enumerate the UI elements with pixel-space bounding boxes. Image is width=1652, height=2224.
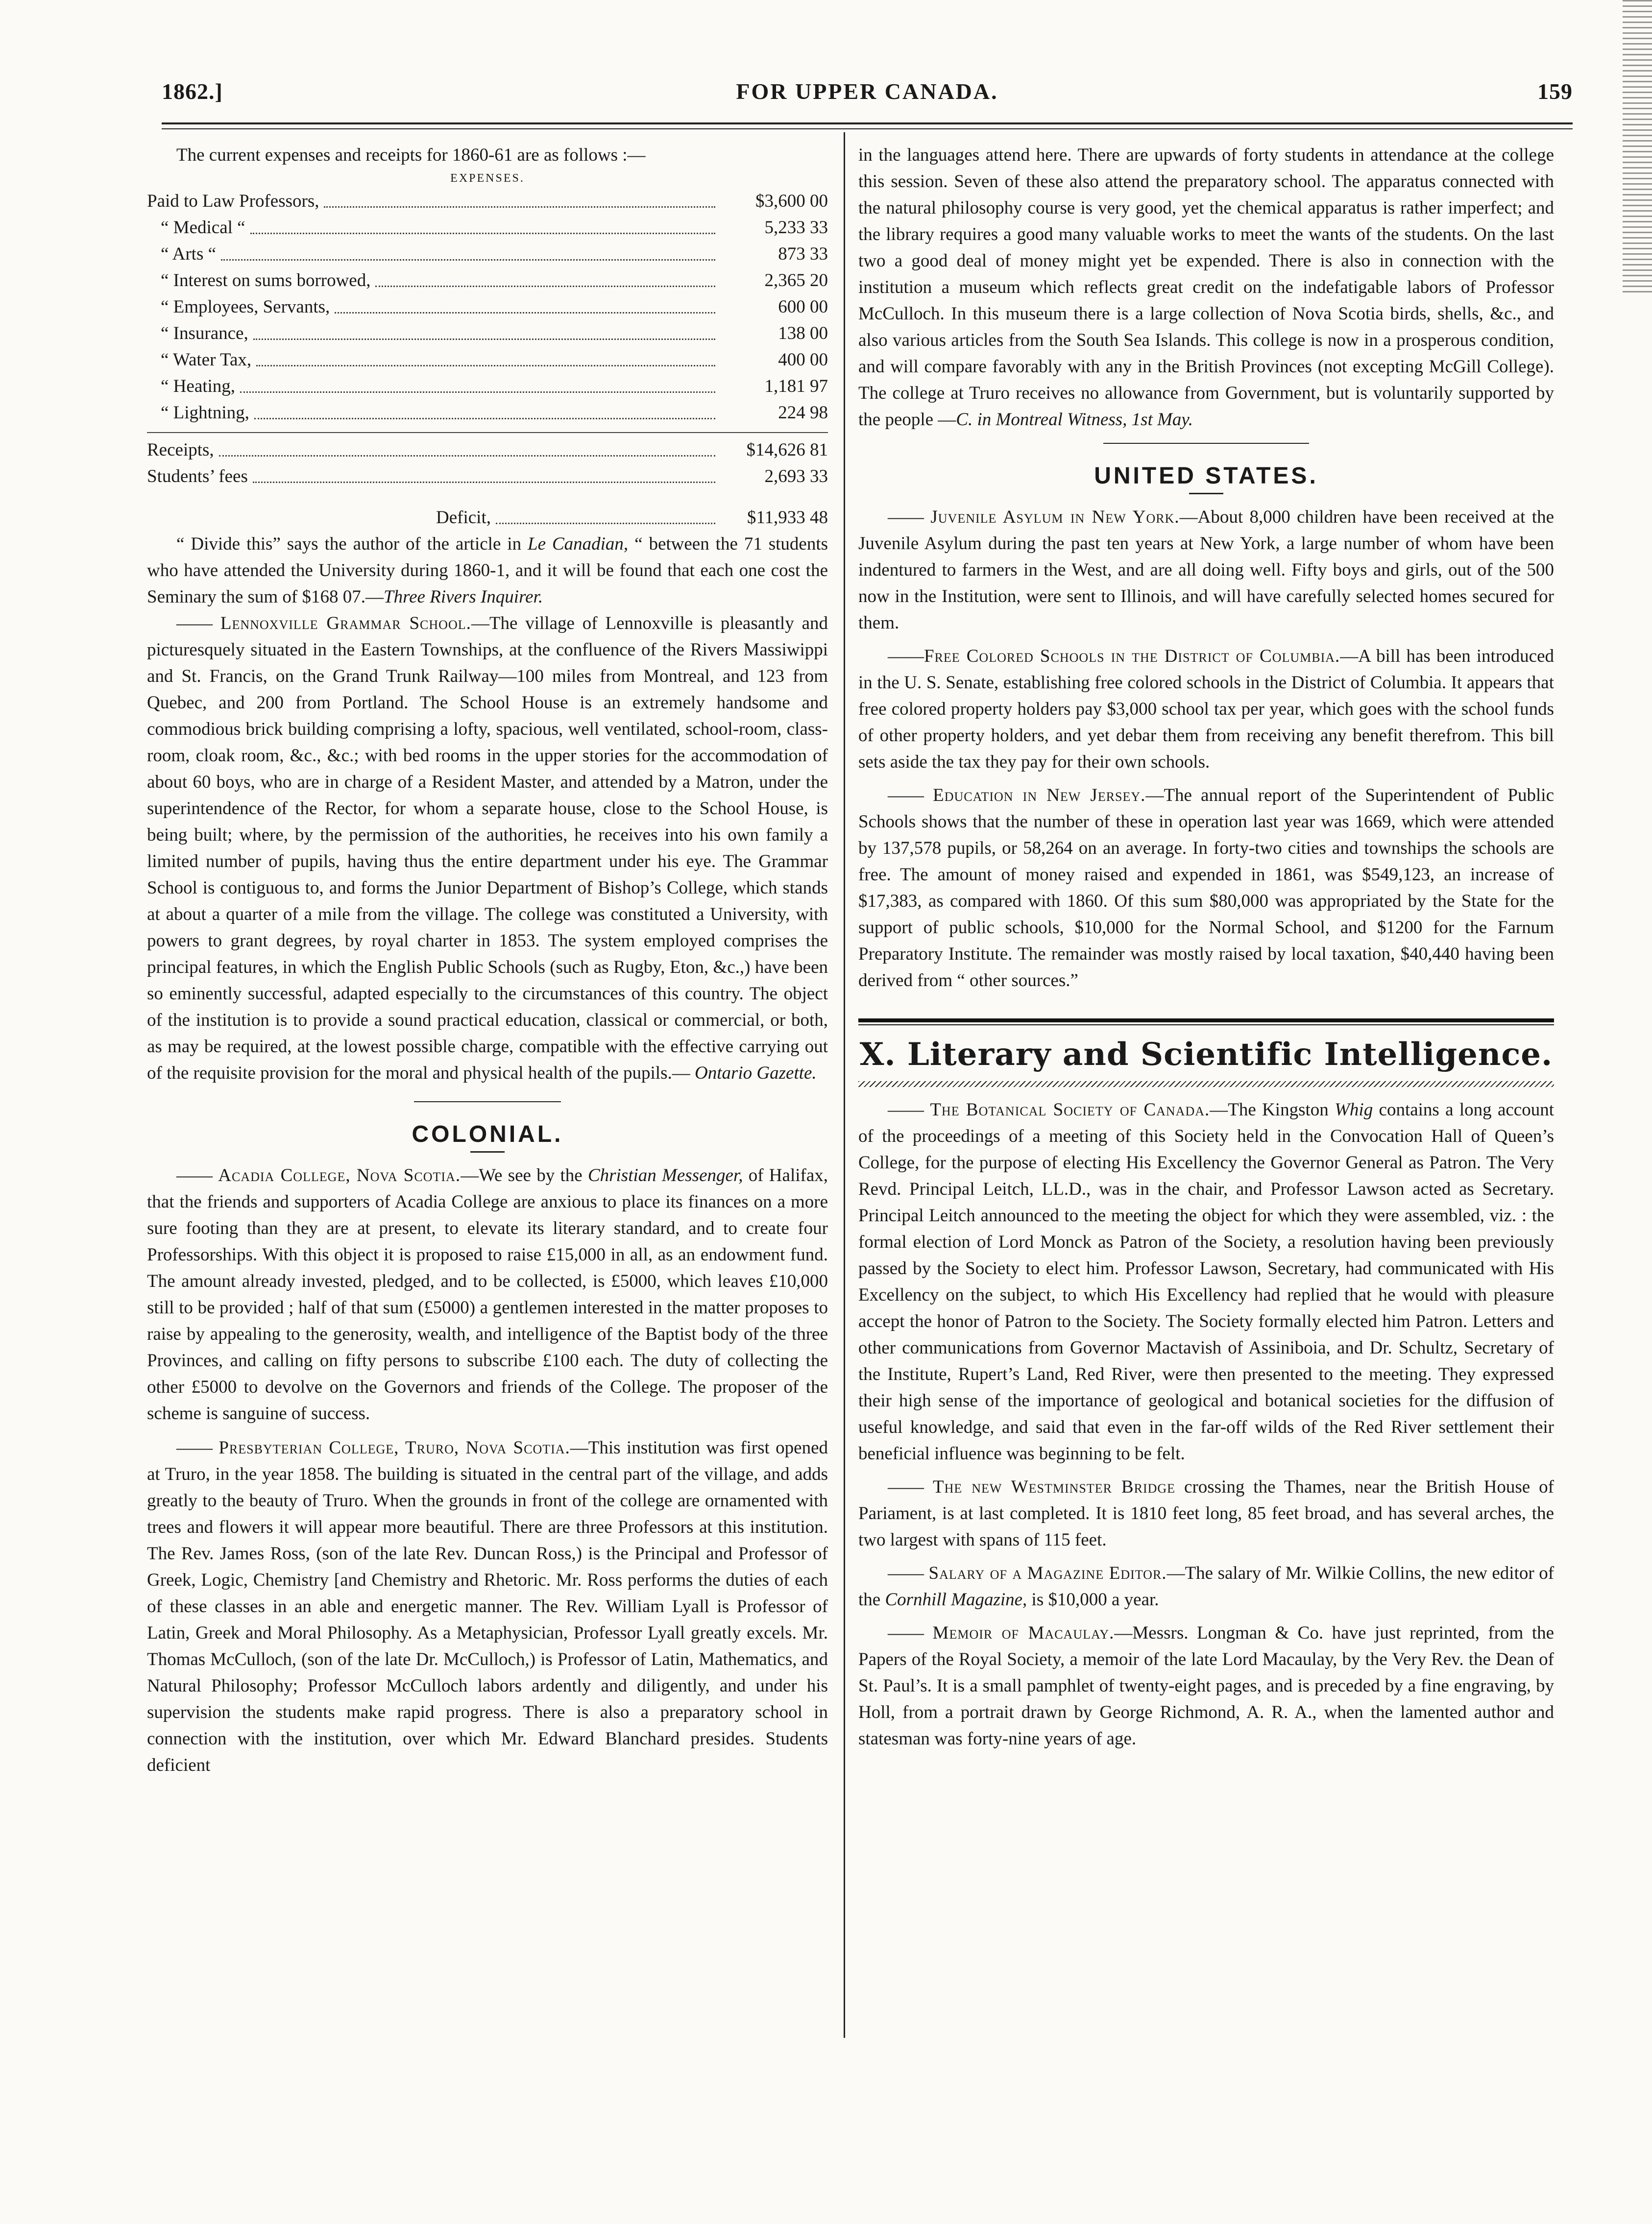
chapter-heading-block — [858, 1018, 1554, 1087]
header-rule-thin — [162, 128, 1573, 129]
header-year: 1862.] — [162, 79, 223, 104]
heading-rule — [1189, 493, 1223, 494]
expense-row: “ Water Tax, 400 00 — [161, 350, 828, 370]
expense-row: Paid to Law Professors, $3,600 00 — [147, 191, 828, 211]
scan-edge-artifact — [1623, 0, 1652, 294]
header-title: FOR UPPER CANADA. — [736, 79, 998, 104]
running-head — [162, 78, 1573, 113]
receipts-row: Receipts, $14,626 81 — [147, 440, 828, 460]
deficit-row: Deficit, $11,933 48 — [436, 508, 828, 528]
chapter-heading: X. Literary and Scientific Intelligence. — [859, 1036, 1553, 1073]
botanical-society-article: —— The Botanical Society of Canada.—The Kingston Whig contains a long account of the proceedings of a meeting of this Society held in the Convocation Hall of Queen’s College, for the purpose of electing His Excellency the Governor General as Patron. The Very Revd. Principal Leitch, LL.D., was in the chair, and Professor Lawson acted as Secretary. Principal Leitch announced to the meeting the object for which they were assembled, viz. : the formal election of Lord Monck as Patron of the Society, a resolution having been previously passed by the Society to elect him. Professor Lawson, Secretary, had communicated with His Excellency on the subject, to which His Excellency had replied that he would with pleasure accept the honor of Patron to the Society. The Society formally elected him Patron. Letters and other communications from Governor Mactavish of Assiniboia, and Dr. Schultz, Secretary of the Institute, Rupert’s Land, Red River, were then presented to the meeting. They expressed their high sense of the importance of geological and botanical societies for the diffusion of useful knowledge, and said that even in the far-off wilds of the Red River settlement their beneficial influence was beginning to be felt. — [858, 1100, 1555, 1464]
juvenile-asylum-article: —— Juvenile Asylum in New York.—About 8,000 children have been received at the Juvenile Asylum during the past ten years at New York, a large number of whom have been indentured to farmers in the West, and are all doing well. Fifty boys and girls, out of the 500 now in the Institution, were sent to Illinois, and will have carefully selected homes secured for them. — [858, 507, 1554, 633]
article-title: Acadia College, Nova Scotia. — [218, 1165, 461, 1185]
header-rule — [162, 122, 1573, 124]
article-title: Salary of a Magazine Editor. — [928, 1563, 1167, 1583]
colonial-heading: COLONIAL. — [412, 1121, 563, 1147]
magazine-editor-article: —— Salary of a Magazine Editor.—The salary of Mr. Wilkie Collins, the new editor of the Cornhill Magazine, is $10,000 a year. — [858, 1563, 1555, 1610]
page-number: 159 — [1537, 79, 1573, 104]
expense-row: “ Lightning, 224 98 — [161, 403, 828, 423]
new-jersey-article: —— Education in New Jersey.—The annual report of the Superintendent of Public Schools shows that the number of these in operation last year was 1669, which were attended by 137,578 pupils, or 58,264 on an average. In forty-two cities and townships the schools are free. The amount of money raised and expended in 1861, was $549,123, an increase of $17,383, as compared with 1860. Of this sum $80,000 was appropriated by the State for the support of public schools, $10,000 for the Normal School, and $1200 for the Farnum Preparatory Institute. The remainder was mostly raised by local taxation, $40,440 having been derived from “ other sources.” — [858, 785, 1554, 991]
article-title: Juvenile Asylum in New York. — [930, 507, 1180, 527]
chapter-wavy-rule — [858, 1081, 1554, 1087]
article-title: The Botanical Society of Canada. — [930, 1100, 1210, 1120]
lennoxville-article: —— Lennoxville Grammar School.—The village of Lennoxville is pleasantly and picturesquely situated in the Eastern Townships, at the confluence of the Rivers Massiwippi and St. Francis, on the Grand Trunk Railway—100 miles from Montreal, and 123 from Quebec, and 200 from Portland. The School House is an extremely handsome and commodious brick building comprising a lofty, spacious, well ventilated, school-room, class-room, cloak room, &c., &c.; with bed rooms in the upper stories for the accommodation of about 60 boys, who are in charge of a Resident Master, and attended by a Matron, under the superintendence of the Rector, for whom a separate house, close to the School House, is being built; where, by the permission of the authorities, he receives into his own family a limited number of pupils, having thus the entire department under his eye. The Grammar School is contiguous to, and forms the Junior Department of Bishop’s College, which stands at about a quarter of a mile from the village. The college was constituted a University, with powers to grant degrees, by royal charter in 1853. The system employed comprises the principal features, in which the English Public Schools (such as Rugby, Eton, &c.,) have been so eminently successful, adapted especially to the circumstances of this country. The object of the institution is to provide a sound practical education, classical or commercial, or both, as may be required, at the lowest possible charge, compatible with the effective carrying out of the requisite provision for the moral and physical health of the pupils.— Ontario Gazette. — [147, 613, 828, 1083]
article-title: Memoir of Macaulay. — [932, 1623, 1115, 1643]
expense-row: “ Employees, Servants, 600 00 — [161, 297, 828, 317]
section-rule — [1103, 443, 1309, 444]
chapter-rule-thick — [858, 1018, 1554, 1022]
column-divider — [844, 132, 845, 2038]
article-title: Lennoxville Grammar School. — [220, 613, 471, 633]
article-title: Free Colored Schools in the District of Columbia. — [924, 646, 1340, 666]
presbyterian-article: —— Presbyterian College, Truro, Nova Scotia.—This institution was first opened at Truro, in the year 1858. The building is situated in the central part of the village, and adds greatly to the beauty of Truro. When the grounds in front of the college are ornamented with trees and flowers it will appear more beautiful. There are three Professors at this institution. The Rev. James Ross, (son of the late Rev. Duncan Ross,) is the Principal and Professor of Greek, Logic, Chemistry [and Chemistry and Rhetoric. Mr. Ross performs the duties of each of these classes in an able and energetic manner. The Rev. William Lyall is Professor of Latin, Greek and Moral Philosophy. As a Metaphysician, Professor Lyall greatly excels. Mr. Thomas McCulloch, (son of the late Dr. McCulloch,) is Professor of Latin, Mathematics, and Natural Philosophy; Professor McCulloch labors ardently and diligently, and under his supervision the students make rapid progress. There is also a preparatory school in connection with the institution, over which Mr. Edward Blanchard presides. Students deficient — [147, 1438, 828, 1775]
expense-row: “ Heating, 1,181 97 — [161, 376, 828, 396]
expense-row: “ Interest on sums borrowed, 2,365 20 — [161, 270, 828, 290]
left-column — [147, 142, 828, 1779]
receipts-row: Students’ fees 2,693 33 — [147, 466, 828, 486]
table-rule — [147, 432, 828, 433]
divide-paragraph: “ Divide this” says the author of the article in Le Canadian, “ between the 71 students who have attended the University during 1860-1, and it will be found that each one cost the Seminary the sum of $168 07.—Three Rivers Inquirer. — [147, 534, 828, 607]
expenses-intro: The current expenses and receipts for 1860-61 are as follows :— — [176, 145, 646, 165]
westminster-bridge-article: —— The new Westminster Bridge crossing the Thames, near the British House of Pariament, is at last completed. It is 1810 feet long, 85 feet broad, and has several arches, the two largest with spans of 115 feet. — [858, 1477, 1554, 1550]
article-title: Presbyterian College, Truro, Nova Scotia. — [219, 1438, 570, 1458]
article-title: The new Westminster Bridge — [932, 1477, 1176, 1497]
expenses-title: EXPENSES. — [450, 172, 525, 185]
article-title: Education in New Jersey. — [933, 785, 1146, 805]
expense-row: “ Medical “ 5,233 33 — [161, 218, 828, 238]
expenses-table — [147, 188, 828, 531]
presbyterian-continued: in the languages attend here. There are upwards of forty students in attendance at the college this session. Seven of these also attend the preparatory school. The apparatus connected with the natural philosophy course is very good, yet the chemical apparatus is rather imperfect; and the library requires a good many valuable works to meet the wants of the students. On the last two a good deal of money might yet be expended. There is also in connection with the institution a museum which reflects great credit on the indefatigable labors of Professor McCulloch. In this museum there is a large collection of Nova Scotia birds, shells, &c., and also various articles from the South Sea Islands. This college is now in a prosperous condition, and will compare favorably with any in the British Provinces (not excepting McGill College). The college at Truro receives no allowance from Government, but is voluntarily supported by the people —C. in Montreal Witness, 1st May. — [858, 145, 1554, 430]
section-rule — [414, 1101, 561, 1102]
colored-schools-article: ——Free Colored Schools in the District of Columbia.—A bill has been introduced in the U. S. Senate, establishing free colored schools in the District of Columbia. It appears that free colored property holders pay $3,000 school tax per year, which goes with the school funds of other property holders, and yet debar them from receiving any benefit therefrom. This bill sets aside the tax they pay for their own schools. — [858, 646, 1554, 772]
right-column — [858, 142, 1554, 1752]
chapter-rule-thin — [858, 1024, 1554, 1025]
heading-rule — [470, 1151, 505, 1153]
macaulay-memoir-article: —— Memoir of Macaulay.—Messrs. Longman & Co. have just reprinted, from the Papers of the Royal Society, a memoir of the late Lord Macaulay, by the Very Rev. the Dean of St. Paul’s. It is a small pamphlet of twenty-eight pages, and is preceded by a fine engraving, by Holl, from a portrait drawn by George Richmond, A. R. A., when the lamented author and statesman was forty-nine years of age. — [858, 1623, 1555, 1749]
expense-row: “ Arts “ 873 33 — [161, 244, 828, 264]
expense-row: “ Insurance, 138 00 — [161, 323, 828, 343]
united-states-heading: UNITED STATES. — [1094, 463, 1318, 489]
acadia-article: —— Acadia College, Nova Scotia.—We see by the Christian Messenger, of Halifax, that the friends and supporters of Acadia College are anxious to place its finances on a more sure footing than they are at present, to elevate its literary standard, and to create four Professorships. With this object it is proposed to raise £15,000 in all, as an endowment fund. The amount already invested, pledged, and to be collected, is £5000, which leaves £10,000 still to be provided ; half of that sum (£5000) a gentlemen interested in the matter proposes to raise by appealing to the generosity, wealth, and intelligence of the Baptist body of the three Provinces, and calling on fifty persons to subscribe £100 each. The duty of collecting the other £5000 to devolve on the Governors and friends of the College. The proposer of the scheme is sanguine of success. — [147, 1165, 828, 1424]
